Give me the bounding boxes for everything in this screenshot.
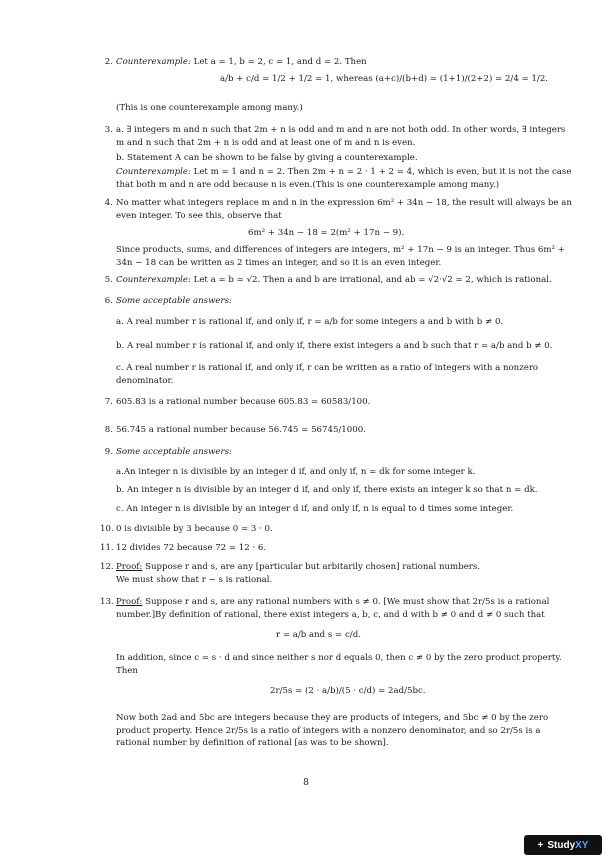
item-label: Counterexample:	[116, 57, 191, 67]
answer-9-b: b. An integer n is divisible by an integer d if, and only if, there exists an integer k so that n = dk.	[116, 485, 538, 495]
proof-label: Proof:	[116, 562, 143, 572]
item-number: 4.	[104, 198, 113, 208]
item-text: Suppose r and s, are any [particular but arbitarily chosen] rational numbers.	[145, 562, 481, 572]
answer-8	[104, 424, 572, 437]
answer-2-note: (This is one counterexample among many.)	[116, 103, 303, 113]
item-text-a: a. ∃ integers m and n such that 2m + n is odd and m and n are not both odd. In other words, ∃ integers m and n such that 2m + n is odd and at least one of m and n is even.	[116, 125, 566, 148]
brand-study: Study	[547, 839, 576, 851]
answer-13-text3: Now both 2ad and 5bc are integers because they are products of integers, and 5bc ≠ 0 by the zero product property. Hence 2r/5s is a ratio of integers with a nonzero denominator, and so 2r/5s is a rational number by definition of rational [as was to be shown].	[116, 713, 549, 749]
answer-6	[104, 295, 572, 308]
item-text-c: Let m = 1 and n = 2. Then 2m + n = 2 · 1 + 2 = 4, which is even, but it is not the case that both m and n are odd because n is even.(This is one counterexample among many.)	[116, 167, 572, 190]
item-label: Counterexample:	[116, 167, 191, 177]
answer-6-b: b. A real number r is rational if, and only if, there exist integers a and b such that r = a/b and b ≠ 0.	[116, 341, 553, 351]
studyxy-logo	[524, 835, 602, 855]
answer-7	[104, 396, 572, 409]
item-label: Some acceptable answers:	[116, 447, 232, 457]
item-text: 12 divides 72 because 72 = 12 · 6.	[116, 543, 267, 553]
item-number: 11.	[100, 543, 114, 553]
page-number: 8	[303, 778, 309, 788]
item-number: 5.	[104, 275, 113, 285]
item-text: 56.745 a rational number because 56.745 = 56745/1000.	[116, 425, 366, 435]
answer-12-text2: We must show that r − s is rational.	[116, 575, 273, 585]
answer-6-a: a. A real number r is rational if, and only if, r = a/b for some integers a and b with b ≠ 0.	[116, 317, 504, 327]
item-number: 6.	[104, 296, 113, 306]
answer-4	[104, 197, 572, 222]
proof-label: Proof:	[116, 597, 143, 607]
item-number: 12.	[100, 562, 114, 572]
answer-13	[100, 596, 572, 621]
answer-2-equation: a/b + c/d = 1/2 + 1/2 = 1, whereas (a+c)/(b+d) = (1+1)/(2+2) = 2/4 = 1/2.	[220, 74, 549, 84]
item-text: Suppose r and s, are any rational numbers with s ≠ 0. [We must show that 2r/5s is a rational number.]By definition of rational, there exist integers a, b, c, and d with b ≠ 0 and d ≠ 0 such that	[116, 597, 550, 620]
answer-9-c: c. An integer n is divisible by an integer d if, and only if, n is equal to d times some integer.	[116, 504, 514, 514]
item-label: Counterexample:	[116, 275, 191, 285]
answer-13-equation-1: r = a/b and s = c/d.	[276, 630, 361, 640]
answer-3-b: b. Statement A can be shown to be false by giving a counterexample.	[116, 153, 418, 163]
answer-13-equation-2: 2r/5s = (2 · a/b)/(5 · c/d) = 2ad/5bc.	[270, 686, 426, 696]
item-text: 0 is divisible by 3 because 0 = 3 · 0.	[116, 524, 273, 534]
plus-icon: +	[537, 839, 544, 851]
answer-9	[104, 446, 572, 459]
item-number: 9.	[104, 447, 113, 457]
brand-xy: XY	[575, 839, 589, 851]
answer-12	[100, 561, 572, 574]
item-text: No matter what integers replace m and n in the expression 6m² + 34n − 18, the result will always be an even integer. To see this, observe that	[116, 198, 572, 221]
item-number: 7.	[104, 397, 113, 407]
answer-4-text2: Since products, sums, and differences of integers are integers, m² + 17n − 9 is an integer. Thus 6m² + 34n − 18 can be written as 2 times an integer, and so it is an even integer.	[116, 245, 565, 268]
item-number: 10.	[100, 524, 114, 534]
answer-6-c: c. A real number r is rational if, and only if, r can be written as a ratio of integers with a nonzero denominator.	[116, 363, 539, 386]
answer-11	[100, 542, 572, 555]
item-number: 8.	[104, 425, 113, 435]
answer-4-equation: 6m² + 34n − 18 = 2(m² + 17n − 9).	[248, 228, 405, 238]
answer-2	[104, 56, 571, 69]
item-number: 2.	[104, 57, 113, 67]
answer-3-c	[116, 166, 572, 191]
answer-13-text2: In addition, since c = s · d and since neither s nor d equals 0, then c ≠ 0 by the zero product property. Then	[116, 653, 562, 676]
answer-3	[104, 124, 572, 149]
item-number: 3.	[104, 125, 113, 135]
answer-10	[100, 523, 572, 536]
item-text: Let a = b = √2. Then a and b are irrational, and ab = √2·√2 = 2, which is rational.	[193, 275, 552, 285]
item-number: 13.	[100, 597, 114, 607]
item-label: Some acceptable answers:	[116, 296, 232, 306]
answer-5	[104, 274, 576, 287]
item-text: Let a = 1, b = 2, c = 1, and d = 2. Then	[193, 57, 367, 67]
answer-9-a: a.An integer n is divisible by an integer d if, and only if, n = dk for some integer k.	[116, 467, 476, 477]
item-text: 605.83 is a rational number because 605.83 = 60583/100.	[116, 397, 371, 407]
